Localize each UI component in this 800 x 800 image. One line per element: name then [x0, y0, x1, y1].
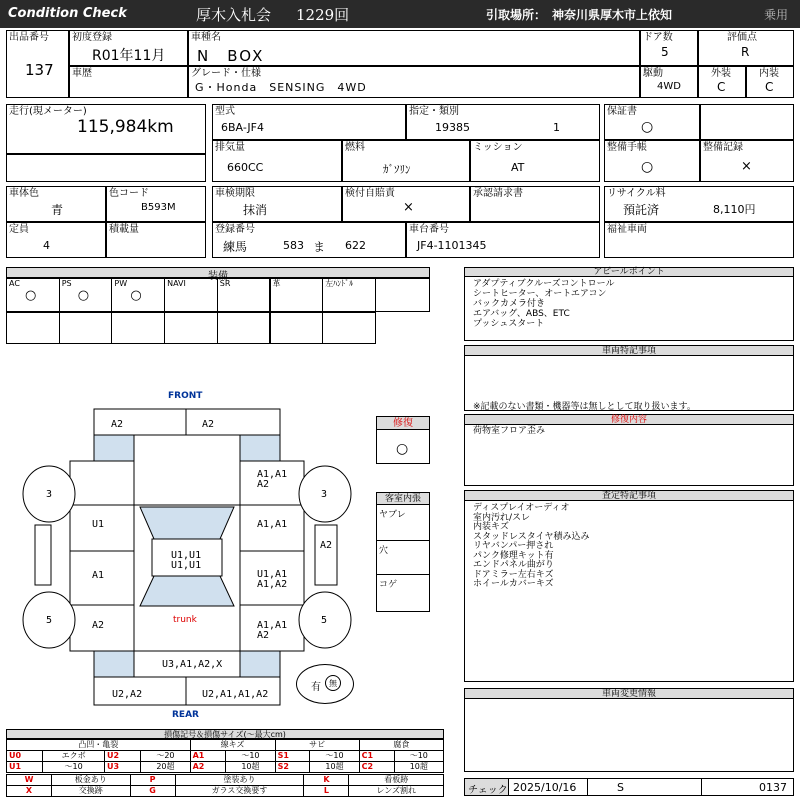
legend-mark-desc: ガラス交換要す	[175, 786, 304, 797]
displacement-value: 660CC	[227, 161, 264, 174]
inspector-line: スタッドレスタイヤ積み込み	[473, 531, 590, 542]
repair-box	[376, 416, 430, 464]
plate-kana: ま	[313, 240, 326, 254]
repair-title: 修復内容	[610, 415, 647, 425]
model-cell	[188, 30, 640, 66]
interior-row-tear: ヤブレ	[379, 510, 406, 520]
legend-mark-code: L	[304, 786, 349, 797]
color-cell	[6, 186, 106, 222]
appeal-lines	[473, 279, 614, 329]
damage-fender-right: A1,A1 A2	[257, 469, 288, 490]
interior-row-burn: コゲ	[379, 580, 398, 590]
registration-cell	[69, 30, 188, 66]
grade-value: G・Honda SENSING 4WD	[195, 81, 367, 94]
welfare-cell	[604, 222, 794, 258]
warranty-label: 保証書	[607, 106, 637, 117]
equip-blank	[59, 312, 113, 344]
legend-mark-desc: 看板跡	[349, 775, 444, 786]
mileage-label: 走行(現メーター)	[9, 106, 87, 117]
grade-cell	[188, 66, 640, 98]
legend-mark-desc: 塗装あり	[175, 775, 304, 786]
interior-box	[376, 492, 430, 612]
recycle-fee: 8,110円	[713, 203, 756, 216]
check-grade: S	[617, 781, 624, 794]
legend-codes	[6, 739, 444, 773]
legend-desc: 20超	[141, 762, 190, 773]
legend-mark-desc: 交換跡	[52, 786, 131, 797]
inspector-line: 室内汚れ/スレ	[473, 512, 531, 523]
doors-cell	[640, 30, 698, 66]
rear-label: REAR	[172, 710, 199, 720]
fuel-cell	[342, 140, 470, 182]
legend-mark-row	[7, 775, 444, 786]
mileage-blank	[6, 154, 206, 182]
appeal-title-bar	[465, 268, 793, 277]
equip-cell-6	[322, 278, 376, 312]
legend-mark-code: G	[130, 786, 175, 797]
mirror-right	[315, 525, 337, 585]
repair-box-title-bar	[377, 417, 429, 430]
cert-cell	[406, 104, 600, 140]
drive-cell	[640, 66, 698, 98]
mirror-left	[35, 525, 51, 585]
footer-divider-2	[701, 779, 702, 795]
equip-blank	[270, 312, 324, 344]
recycle-label: リサイクル料	[607, 188, 666, 199]
appeal-title: アピールポイント	[593, 267, 665, 277]
colorcode-value: B593M	[141, 202, 176, 213]
repair-panel	[464, 414, 794, 486]
warranty-blank	[700, 104, 794, 140]
damage-door-rear-right: U1,A1 A1,A2	[257, 569, 288, 590]
load-label: 積載量	[109, 224, 139, 235]
inspector-panel	[464, 490, 794, 682]
equip-label: NAVI	[167, 279, 186, 288]
appeal-line: バックカメラ付き	[473, 299, 546, 309]
equip-label: PW	[114, 279, 128, 288]
equip-value: ○	[130, 288, 142, 303]
registration-date: R01年11月	[92, 48, 166, 64]
auction-session: 1229回	[296, 6, 350, 24]
registration-label: 初度登録	[72, 32, 112, 43]
equip-label: 革	[272, 279, 281, 288]
inspector-line: ドアミラー左右キズ	[473, 569, 554, 580]
vehicle-notes-title: 車両特記事項	[601, 346, 656, 356]
legend-code: U2	[104, 751, 140, 762]
hood	[134, 435, 240, 505]
equip-blank	[322, 312, 376, 344]
insurance-value: ×	[403, 200, 414, 215]
legend-code: U1	[7, 762, 43, 773]
check-number: 0137	[759, 781, 787, 794]
legend-mark-desc: レンズ割れ	[349, 786, 444, 797]
legend-code: S2	[275, 762, 310, 773]
inspector-title-bar	[465, 491, 793, 501]
model-label: 車種名	[191, 32, 221, 43]
recycle-status: 預託済	[623, 203, 660, 217]
damage-quarter-right: A1,A1 A2	[257, 620, 288, 641]
equip-cell-1	[59, 278, 113, 312]
damage-roof: U1,U1 U1,U1	[171, 550, 202, 571]
score-label: 評価点	[727, 32, 757, 43]
changes-title: 車両変更情報	[601, 689, 656, 699]
interior-row-hole: 穴	[379, 546, 389, 556]
manual-cell	[604, 140, 700, 182]
legend-code: C1	[359, 751, 394, 762]
legend-mark-row	[7, 786, 444, 797]
equip-cell-3	[164, 278, 218, 312]
front-corner-left	[94, 435, 134, 461]
doors-label: ドア数	[643, 32, 673, 43]
equip-blank	[217, 312, 271, 344]
approval-cell	[470, 186, 600, 222]
legend-code: A1	[190, 751, 226, 762]
damage-mirror-right: A2	[320, 540, 333, 551]
interior-cell	[746, 66, 794, 98]
exterior-grade: C	[717, 80, 726, 94]
fender-left	[70, 461, 134, 505]
doors-value: 5	[661, 45, 669, 59]
footer-bar	[464, 778, 794, 796]
approval-label: 承認請求書	[473, 188, 523, 199]
legend-desc: ～10	[310, 751, 359, 762]
front-bumper-right	[186, 409, 280, 435]
lot-number: 137	[25, 61, 54, 79]
appeal-line: プッシュスタート	[473, 319, 545, 329]
equip-cell-5	[270, 278, 324, 312]
interior-box-title: 客室内張	[384, 494, 421, 504]
vehicle-category: 乗用	[764, 8, 789, 22]
pickup-location: 神奈川県厚木市上依知	[552, 8, 673, 22]
repair-box-value: ○	[396, 441, 409, 457]
vehicle-notes-panel	[464, 345, 794, 411]
pickup-label: 引取場所：	[486, 8, 547, 22]
damage-rear-panel: U3,A1,A2,X	[162, 659, 223, 670]
changes-panel	[464, 688, 794, 772]
equip-blank	[111, 312, 165, 344]
equip-blank	[6, 312, 60, 344]
legend-desc: ～10	[43, 762, 105, 773]
plate-cell	[212, 222, 406, 258]
legend-mark-desc: 板金あり	[52, 775, 131, 786]
mission-cell	[470, 140, 600, 182]
colorcode-cell	[106, 186, 206, 222]
legend-mark-code: X	[7, 786, 52, 797]
interior-row-1	[377, 505, 429, 541]
front-label: FRONT	[168, 391, 203, 401]
legend-group: 凸凹・亀裂	[7, 740, 191, 751]
equipment-title: 装備	[208, 271, 228, 282]
equip-cell-2	[111, 278, 165, 312]
check-date: 2025/10/16	[513, 781, 577, 794]
plate-label: 登録番号	[215, 224, 255, 235]
warranty-value: ○	[641, 119, 654, 135]
fuel-label: 燃料	[345, 142, 365, 153]
damage-front-right: A2	[202, 419, 215, 430]
displacement-cell	[212, 140, 342, 182]
manual-label: 整備手帳	[607, 142, 647, 153]
equip-label: AC	[9, 279, 20, 288]
repair-lines	[473, 426, 545, 436]
equip-blank	[164, 312, 218, 344]
legend-group: サビ	[275, 740, 359, 751]
exterior-cell	[698, 66, 746, 98]
damage-bumper-left: U2,A2	[112, 689, 143, 700]
chassis-cell	[406, 222, 600, 258]
inspector-title: 査定特記事項	[601, 491, 656, 501]
fuel-value: ｶﾞｿﾘﾝ	[383, 163, 411, 176]
legend-desc: ～20	[141, 751, 190, 762]
load-cell	[106, 222, 206, 258]
appeal-line: シートヒーター、オートエアコン	[473, 289, 607, 299]
damage-door-rear-left: A1	[92, 570, 105, 581]
inspector-lines	[473, 504, 590, 590]
rear-corner-right	[240, 651, 280, 677]
damage-door-front-left: U1	[92, 519, 105, 530]
legend-group: 腐食	[359, 740, 443, 751]
damage-front-left: A2	[111, 419, 124, 430]
drive-value: 4WD	[657, 81, 681, 92]
repair-line: 荷物室フロア歪み	[473, 426, 546, 436]
type-label: 型式	[215, 106, 235, 117]
vehicle-notes-text: ※記載のない書類・機器等は無しとして取り扱います。	[473, 402, 696, 412]
legend-title: 損傷記号＆損傷サイズ(～最大cm)	[164, 730, 286, 739]
appeal-line: アダプティブクルーズコントロール	[473, 279, 615, 289]
legend-desc: ～10	[226, 751, 275, 762]
recycle-cell	[604, 186, 794, 222]
grade-label: グレード・仕様	[191, 68, 261, 79]
interior-box-title-bar	[377, 493, 429, 505]
damage-door-front-right: A1,A1	[257, 519, 288, 530]
interior-label: 内装	[759, 68, 779, 79]
vehicle-notes-title-bar	[465, 346, 793, 356]
legend-mark-code: W	[7, 775, 52, 786]
history-cell	[69, 66, 188, 98]
lot-cell	[6, 30, 69, 98]
chassis-value: JF4-1101345	[417, 239, 487, 252]
damage-wheel-rear-left: 5	[46, 615, 53, 626]
mission-label: ミッション	[473, 142, 523, 153]
legend-title-bar	[6, 729, 444, 739]
score-cell	[698, 30, 794, 66]
inspector-line: ディスプレイオーディオ	[473, 503, 570, 513]
legend-row	[7, 751, 444, 762]
manual-value: ○	[641, 159, 654, 175]
inspector-line: パンク修理キット有	[473, 550, 554, 561]
inspector-line: 内装キズ	[473, 522, 509, 532]
legend-desc: エクボ	[43, 751, 105, 762]
exterior-label: 外装	[711, 68, 731, 79]
capacity-cell	[6, 222, 106, 258]
equip-label: 左ﾊﾝﾄﾞﾙ	[325, 279, 354, 288]
repair-box-title: 修復	[393, 418, 413, 429]
color-value: 青	[51, 203, 64, 217]
legend-group-row	[7, 740, 444, 751]
changes-title-bar	[465, 689, 793, 699]
type-value: 6BA-JF4	[221, 121, 264, 134]
legend-mark-code: K	[304, 775, 349, 786]
repair-title-bar	[465, 415, 793, 425]
legend-code: C2	[359, 762, 394, 773]
mileage-value: 115,984km	[77, 117, 174, 137]
equip-label: SR	[219, 279, 231, 288]
equip-label: PS	[61, 279, 72, 288]
spare-indicator	[296, 664, 354, 704]
cert-label: 指定・類別	[409, 106, 459, 117]
legend-group: 線キズ	[190, 740, 275, 751]
legend-code: U3	[104, 762, 140, 773]
equip-cell-0	[6, 278, 60, 312]
legend-mark-code: P	[130, 775, 175, 786]
check-label-cell	[465, 779, 509, 795]
cert-value: 19385	[435, 121, 470, 134]
damage-wheel-front-left: 3	[46, 489, 53, 500]
legend-marks	[6, 774, 444, 797]
inspection-label: 車検期限	[215, 188, 255, 199]
equip-value: ○	[25, 288, 37, 303]
plate-serial: 622	[345, 239, 366, 252]
legend-code: U0	[7, 751, 43, 762]
windshield	[140, 507, 234, 539]
capacity-label: 定員	[9, 224, 29, 235]
interior-row-3	[377, 575, 429, 611]
equip-extra	[375, 278, 430, 312]
drive-label: 駆動	[643, 68, 663, 79]
interior-grade: C	[765, 80, 774, 94]
record-value: ×	[741, 159, 752, 174]
record-cell	[700, 140, 794, 182]
inspector-line: ホイールカバーキズ	[473, 579, 554, 589]
footer-divider-1	[587, 779, 588, 795]
welfare-label: 福祉車両	[607, 224, 647, 235]
displacement-label: 排気量	[215, 142, 245, 153]
legend-code: A2	[190, 762, 226, 773]
cert-value-2: 1	[553, 121, 560, 134]
legend-desc: 10超	[226, 762, 275, 773]
brand-title: Condition Check	[8, 6, 127, 21]
record-label: 整備記録	[703, 142, 743, 153]
trunk-label: trunk	[173, 615, 197, 625]
damage-quarter-left: A2	[92, 620, 105, 631]
inspection-value: 抹消	[243, 203, 268, 217]
capacity-value: 4	[43, 239, 50, 252]
plate-number: 583	[283, 239, 304, 252]
history-label: 車歴	[72, 68, 92, 79]
front-bumper-left	[94, 409, 186, 435]
legend-desc: 10超	[394, 762, 443, 773]
legend-desc: ～10	[394, 751, 443, 762]
inspector-line: リヤバンパー押され	[473, 541, 554, 551]
score-value: R	[741, 45, 750, 59]
damage-bumper-right: U2,A1,A1,A2	[202, 689, 269, 700]
model-name: N BOX	[197, 47, 265, 65]
spare-indicator-label: 有	[311, 682, 321, 693]
rear-corner-left	[94, 651, 134, 677]
equip-cell-4	[217, 278, 271, 312]
insurance-cell	[342, 186, 470, 222]
auction-name: 厚木入札会	[196, 6, 272, 24]
legend-code: S1	[275, 751, 310, 762]
color-label: 車体色	[9, 188, 39, 199]
mileage-cell	[6, 104, 206, 154]
spare-tire-icon: 無	[325, 675, 341, 691]
legend-desc: 10超	[310, 762, 359, 773]
appeal-line: エアバッグ、ABS、ETC	[473, 309, 570, 319]
interior-row-2	[377, 541, 429, 575]
check-label: チェック	[468, 785, 508, 796]
type-cell	[212, 104, 406, 140]
chassis-label: 車台番号	[409, 224, 449, 235]
inspector-line: エンドパネル曲がり	[473, 560, 554, 570]
legend-row	[7, 762, 444, 773]
insurance-label: 検付自賠責	[345, 188, 395, 199]
equipment-title-bar	[6, 267, 430, 282]
equip-value: ○	[77, 288, 90, 303]
colorcode-label: 色コード	[109, 188, 149, 199]
front-corner-right	[240, 435, 280, 461]
rear-window	[140, 576, 234, 606]
plate-area: 練馬	[223, 240, 248, 254]
header-bar	[0, 0, 800, 28]
damage-wheel-rear-right: 5	[321, 615, 328, 626]
lot-label: 出品番号	[9, 32, 49, 43]
inspection-cell	[212, 186, 342, 222]
warranty-cell	[604, 104, 700, 140]
damage-wheel-front-right: 3	[321, 489, 328, 500]
appeal-panel	[464, 267, 794, 341]
mission-value: AT	[511, 161, 525, 174]
